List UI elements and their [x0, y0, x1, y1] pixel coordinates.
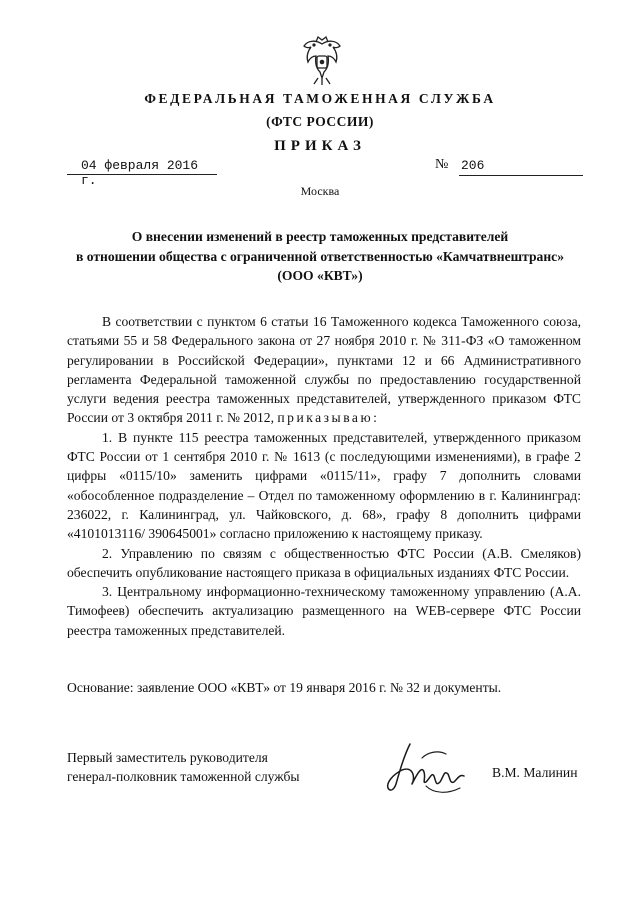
order-item-3: 3. Центральному информационно-техническому таможенному управлению (А.А. Тимофеев) обеспечить актуализацию размещенного на WEB-сервере ФТС России реестра таможенных представителей. — [67, 584, 581, 638]
document-type: ПРИКАЗ — [274, 138, 366, 154]
city: Москва — [300, 184, 340, 198]
organization-name: ФЕДЕРАЛЬНАЯ ТАМОЖЕННАЯ СЛУЖБА — [144, 91, 496, 106]
handwritten-signature-icon — [382, 736, 474, 798]
number-label: № — [435, 157, 449, 172]
signer-position — [67, 748, 300, 786]
preamble-text: В соответствии с пунктом 6 статьи 16 Таможенного кодекса Таможенного союза, статьями 55 и 58 Федерального закона от 27 ноября 2010 г. № 311-ФЗ «О таможенном регулировании в Российской Федерации», пунктами 12 и 66 Административного регламента Федеральной таможенной службы по предоставлению государственной услуги ведения реестра таможенных представителей, утвержденного приказом ФТС России от 3 октября 2011 г. № 2012, — [67, 314, 581, 426]
signer-position-line: генерал-полковник таможенной службы — [67, 769, 300, 784]
order-item-2: 2. Управлению по связям с общественностью ФТС России (А.В. Смеляков) обеспечить опубликование настоящего приказа в официальных изданиях ФТС России. — [67, 545, 581, 580]
signer-name: В.М. Малинин — [492, 765, 578, 780]
order-item-1: 1. В пункте 115 реестра таможенных представителей, утвержденного приказом ФТС России от 1 сентября 2010 г. № 1613 (с последующими изменениями), в графе 2 цифры «0115/10» заменить цифрами «0115/11», графу 7 дополнить словами «обособленное подразделение – Отдел по таможенному оформлению в г. Калининград: 236022, г. Калининград, ул. Чайковского, д. 68», графу 8 дополнить цифрами «4101013116/ 390645001» согласно приложению к настоящему приказу. — [67, 429, 581, 542]
preamble-paragraph — [67, 312, 581, 428]
organization-short-name: (ФТС РОССИИ) — [266, 114, 374, 129]
document-subject — [60, 227, 580, 286]
document-number: 206 — [459, 158, 583, 176]
subject-line: О внесении изменений в реестр таможенных представителей — [131, 229, 509, 244]
signer-position-line: Первый заместитель руководителя — [67, 750, 268, 765]
basis-line: Основание: заявление ООО «КВТ» от 19 января 2016 г. № 32 и документы. — [67, 680, 502, 695]
order-word: приказываю: — [277, 410, 380, 426]
subject-line: в отношении общества с ограниченной ответственностью «Камчатвнештранс» — [75, 248, 564, 264]
subject-line: (ООО «КВТ») — [277, 268, 363, 283]
coat-of-arms-icon — [300, 34, 344, 86]
document-date: 04 февраля 2016 г. — [67, 158, 217, 175]
document-body — [67, 312, 581, 640]
